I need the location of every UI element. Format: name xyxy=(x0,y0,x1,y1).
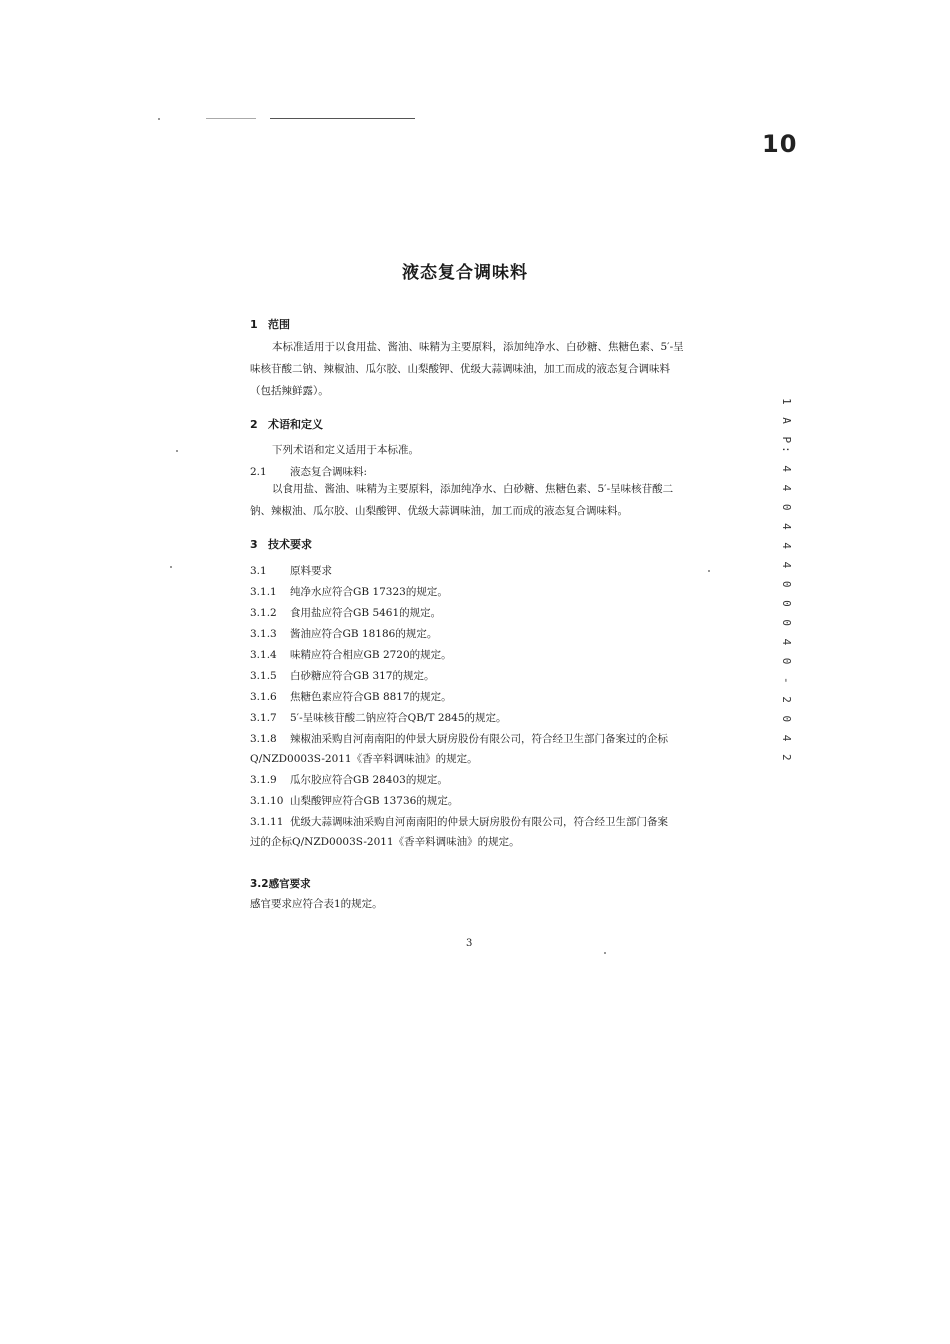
requirement-item: 3.1.10 山梨酸钾应符合GB 13736的规定。 xyxy=(250,795,459,807)
requirement-item: 3.1.11 优级大蒜调味油采购自河南南阳的仲景大厨房股份有限公司，符合经卫生部门备案 xyxy=(250,816,668,828)
sensory-heading: 3.2感官要求 xyxy=(250,878,311,890)
side-document-code: 1 A P: 4 4 0 4 4 4 0 0 0 4 0 - 2 0 4 2 xyxy=(780,398,793,764)
req-3-1: 3.1 原料要求 xyxy=(250,565,332,577)
requirement-item: 3.1.3 酱油应符合GB 18186的规定。 xyxy=(250,628,438,640)
sensory-text: 感官要求应符合表1的规定。 xyxy=(250,898,383,910)
scan-speck xyxy=(170,566,172,568)
terms-intro: 下列术语和定义适用于本标准。 xyxy=(272,444,419,456)
scan-speck xyxy=(604,952,606,954)
page-number: 3 xyxy=(466,938,473,949)
requirement-item: 3.1.7 5′-呈味核苷酸二钠应符合QB/T 2845的规定。 xyxy=(250,712,507,724)
handwritten-page-mark: 10 xyxy=(762,130,798,158)
scan-artifact-line xyxy=(206,118,256,119)
section-3-heading: 3 技术要求 xyxy=(250,538,312,551)
scan-speck xyxy=(708,570,710,572)
scan-speck xyxy=(158,118,160,120)
term-2-1: 2.1 液态复合调味料: xyxy=(250,466,368,478)
requirement-item: 3.1.4 味精应符合相应GB 2720的规定。 xyxy=(250,649,452,661)
section-1-heading: 1 范围 xyxy=(250,318,290,331)
scan-artifact-line xyxy=(270,118,415,119)
section-2-heading: 2 术语和定义 xyxy=(250,418,323,431)
term-2-1-definition: 以食用盐、酱油、味精为主要原料，添加纯净水、白砂糖、焦糖色素、5′-呈味核苷酸二钠、辣椒油、瓜尔胶、山梨酸钾、优级大蒜调味油，加工而成的液态复合调味料。 xyxy=(250,483,674,517)
requirement-item: 3.1.8 辣椒油采购自河南南阳的仲景大厨房股份有限公司，符合经卫生部门备案过的企标 xyxy=(250,733,668,745)
requirement-item: 3.1.2 食用盐应符合GB 5461的规定。 xyxy=(250,607,442,619)
document-title: 液态复合调味料 xyxy=(402,263,528,283)
requirement-item: 3.1.5 白砂糖应符合GB 317的规定。 xyxy=(250,670,435,682)
requirement-item: 3.1.6 焦糖色素应符合GB 8817的规定。 xyxy=(250,691,452,703)
requirement-continuation: Q/NZD0003S-2011《香辛料调味油》的规定。 xyxy=(250,753,478,765)
requirement-continuation: 过的企标Q/NZD0003S-2011《香辛料调味油》的规定。 xyxy=(250,836,520,848)
requirement-item: 3.1.9 瓜尔胶应符合GB 28403的规定。 xyxy=(250,774,448,786)
scope-paragraph: 本标准适用于以食用盐、酱油、味精为主要原料，添加纯净水、白砂糖、焦糖色素、5′-呈味核苷酸二钠、辣椒油、瓜尔胶、山梨酸钾、优级大蒜调味油，加工而成的液态复合调味料（包括辣鲜露）。 xyxy=(250,341,684,397)
requirement-item: 3.1.1 纯净水应符合GB 17323的规定。 xyxy=(250,586,448,598)
scan-speck xyxy=(176,450,178,452)
